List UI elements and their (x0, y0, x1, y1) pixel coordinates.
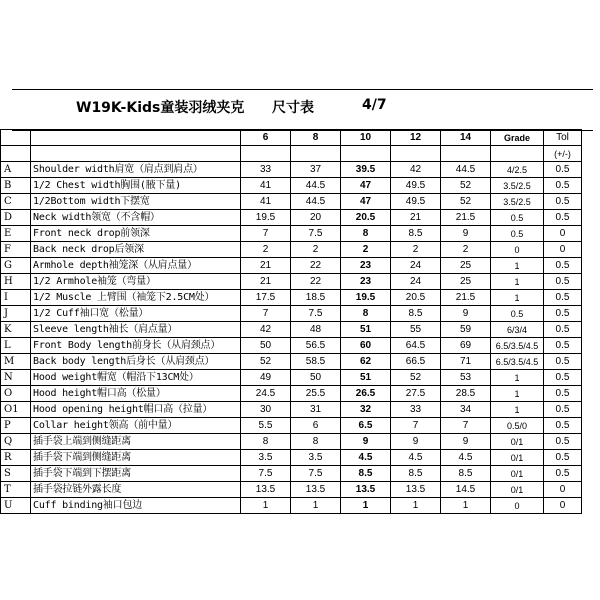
grade-value: 1 (491, 290, 544, 306)
size-value: 8.5 (391, 466, 441, 482)
size-value: 41 (241, 178, 291, 194)
tolerance-value: 0 (544, 226, 582, 242)
table-row (1, 306, 582, 322)
table-row (1, 178, 582, 194)
measurement-name: 1/2Bottom width下摆宽 (31, 194, 241, 210)
size-value: 21 (391, 210, 441, 226)
title-row (12, 89, 593, 131)
grade-value: 6.5/3.5/4.5 (491, 338, 544, 354)
row-code: E (1, 226, 31, 242)
size-value: 4.5 (391, 450, 441, 466)
size-value: 1 (241, 498, 291, 514)
tolerance-value: 0.5 (544, 322, 582, 338)
row-code: T (1, 482, 31, 498)
size-value: 33 (391, 402, 441, 418)
size-value: 7 (241, 306, 291, 322)
grade-value: 1 (491, 386, 544, 402)
measurement-name: 插手袋上端到侧缝距离 (31, 434, 241, 450)
size-value: 25 (441, 258, 491, 274)
header-code (1, 130, 31, 146)
table-row (1, 210, 582, 226)
size-value: 6.5 (341, 418, 391, 434)
size-value: 33 (241, 162, 291, 178)
header-blank-cell (441, 146, 491, 162)
table-row (1, 226, 582, 242)
page-number: 4/7 (362, 97, 387, 113)
size-value: 9 (391, 434, 441, 450)
grade-value: 1 (491, 370, 544, 386)
header-blank-cell (241, 146, 291, 162)
tolerance-value: 0.5 (544, 402, 582, 418)
size-value: 22 (291, 274, 341, 290)
table-row (1, 162, 582, 178)
tolerance-value: 0.5 (544, 450, 582, 466)
grade-value: 0/1 (491, 450, 544, 466)
grade-value: 0/1 (491, 482, 544, 498)
size-value: 24.5 (241, 386, 291, 402)
size-value: 24 (391, 274, 441, 290)
measurement-name: Front neck drop前领深 (31, 226, 241, 242)
table-row (1, 418, 582, 434)
grade-value: 0 (491, 242, 544, 258)
size-value: 21 (241, 258, 291, 274)
size-value: 20 (291, 210, 341, 226)
tolerance-value: 0.5 (544, 258, 582, 274)
header-size-10: 10 (341, 130, 391, 146)
size-value: 4.5 (341, 450, 391, 466)
row-code: U (1, 498, 31, 514)
size-value: 1 (391, 498, 441, 514)
size-value: 1 (291, 498, 341, 514)
measurement-name: 1/2 Muscle 上臂围（袖笼下2.5CM处） (31, 290, 241, 306)
size-value: 50 (241, 338, 291, 354)
size-value: 39.5 (341, 162, 391, 178)
grade-value: 1 (491, 402, 544, 418)
table-row (1, 498, 582, 514)
size-value: 60 (341, 338, 391, 354)
size-value: 9 (441, 434, 491, 450)
header-name (31, 130, 241, 146)
tolerance-value: 0.5 (544, 274, 582, 290)
size-value: 50 (291, 370, 341, 386)
table-row (1, 338, 582, 354)
measurement-name: Front Body length前身长（从肩颈点） (31, 338, 241, 354)
model-title: W19K-Kids童装羽绒夹克 (76, 100, 245, 116)
size-value: 62 (341, 354, 391, 370)
size-value: 1 (341, 498, 391, 514)
size-value: 19.5 (241, 210, 291, 226)
size-value: 4.5 (441, 450, 491, 466)
size-value: 53 (441, 370, 491, 386)
tolerance-value: 0 (544, 482, 582, 498)
header-blank-cell (1, 146, 31, 162)
row-code: Q (1, 434, 31, 450)
size-value: 47 (341, 178, 391, 194)
size-value: 2 (291, 242, 341, 258)
size-value: 49.5 (391, 178, 441, 194)
measurement-name: 插手袋下端到下摆距离 (31, 466, 241, 482)
size-value: 14.5 (441, 482, 491, 498)
row-code: J (1, 306, 31, 322)
row-code: C (1, 194, 31, 210)
tolerance-value: 0.5 (544, 354, 582, 370)
row-code: R (1, 450, 31, 466)
size-value: 71 (441, 354, 491, 370)
header-row (1, 130, 582, 146)
size-value: 7.5 (291, 306, 341, 322)
measurement-name: Sleeve length袖长（肩点量） (31, 322, 241, 338)
size-value: 20.5 (391, 290, 441, 306)
grade-value: 0.5 (491, 306, 544, 322)
size-value: 21.5 (441, 290, 491, 306)
size-value: 3.5 (291, 450, 341, 466)
header-blank-cell (291, 146, 341, 162)
grade-value: 0.5 (491, 226, 544, 242)
size-value: 28.5 (441, 386, 491, 402)
tolerance-value: 0.5 (544, 162, 582, 178)
measurement-name: Armhole depth袖笼深（从肩点量） (31, 258, 241, 274)
size-value: 44.5 (291, 194, 341, 210)
size-value: 8 (341, 306, 391, 322)
table-row (1, 290, 582, 306)
size-value: 26.5 (341, 386, 391, 402)
tolerance-value: 0.5 (544, 338, 582, 354)
size-value: 47 (341, 194, 391, 210)
size-value: 64.5 (391, 338, 441, 354)
measurement-name: Cuff binding袖口包边 (31, 498, 241, 514)
size-value: 9 (441, 306, 491, 322)
size-value: 7 (441, 418, 491, 434)
size-value: 8 (241, 434, 291, 450)
size-value: 56.5 (291, 338, 341, 354)
row-code: G (1, 258, 31, 274)
size-value: 66.5 (391, 354, 441, 370)
size-value: 27.5 (391, 386, 441, 402)
size-value: 8.5 (391, 306, 441, 322)
tolerance-value: 0 (544, 242, 582, 258)
size-value: 2 (441, 242, 491, 258)
size-value: 8 (291, 434, 341, 450)
header-size-14: 14 (441, 130, 491, 146)
size-value: 37 (291, 162, 341, 178)
chart-label: 尺寸表 (272, 100, 314, 116)
row-code: O (1, 386, 31, 402)
size-value: 13.5 (241, 482, 291, 498)
size-value: 7.5 (291, 226, 341, 242)
size-value: 30 (241, 402, 291, 418)
grade-value: 0/1 (491, 434, 544, 450)
grade-value: 0.5/0 (491, 418, 544, 434)
size-value: 7.5 (291, 466, 341, 482)
size-value: 3.5 (241, 450, 291, 466)
row-code: A (1, 162, 31, 178)
tolerance-value: 0.5 (544, 194, 582, 210)
size-chart-sheet (12, 89, 593, 131)
tolerance-value: 0.5 (544, 434, 582, 450)
size-value: 52 (391, 370, 441, 386)
grade-value: 0 (491, 498, 544, 514)
table-row (1, 370, 582, 386)
tolerance-value: 0.5 (544, 370, 582, 386)
measurement-name: Shoulder width肩宽（肩点到肩点） (31, 162, 241, 178)
tolerance-value: 0.5 (544, 178, 582, 194)
size-value: 1 (441, 498, 491, 514)
size-value: 58.5 (291, 354, 341, 370)
header-size-12: 12 (391, 130, 441, 146)
size-value: 44.5 (291, 178, 341, 194)
size-value: 24 (391, 258, 441, 274)
size-value: 20.5 (341, 210, 391, 226)
size-value: 13.5 (341, 482, 391, 498)
size-value: 31 (291, 402, 341, 418)
header-size-6: 6 (241, 130, 291, 146)
size-value: 13.5 (291, 482, 341, 498)
size-value: 17.5 (241, 290, 291, 306)
tolerance-value: 0.5 (544, 290, 582, 306)
size-value: 41 (241, 194, 291, 210)
size-value: 32 (341, 402, 391, 418)
size-table (0, 129, 582, 514)
size-value: 52 (241, 354, 291, 370)
table-row (1, 242, 582, 258)
size-value: 42 (391, 162, 441, 178)
size-value: 8.5 (441, 466, 491, 482)
grade-value: 1 (491, 258, 544, 274)
size-value: 49 (241, 370, 291, 386)
size-value: 48 (291, 322, 341, 338)
tolerance-value: 0.5 (544, 466, 582, 482)
size-value: 52 (441, 178, 491, 194)
size-value: 52 (441, 194, 491, 210)
tolerance-value: 0.5 (544, 210, 582, 226)
tolerance-value: 0 (544, 498, 582, 514)
tolerance-value: 0.5 (544, 386, 582, 402)
measurement-name: Hood weight帽宽（帽沿下13CM处） (31, 370, 241, 386)
table-row (1, 354, 582, 370)
size-value: 55 (391, 322, 441, 338)
row-code: H (1, 274, 31, 290)
row-code: I (1, 290, 31, 306)
size-value: 42 (241, 322, 291, 338)
size-value: 18.5 (291, 290, 341, 306)
tolerance-value: 0.5 (544, 306, 582, 322)
measurement-name: Back neck drop后领深 (31, 242, 241, 258)
size-value: 22 (291, 258, 341, 274)
header-blank-cell (491, 146, 544, 162)
size-value: 23 (341, 258, 391, 274)
row-code: O1 (1, 402, 31, 418)
size-value: 8.5 (391, 226, 441, 242)
header-blank-cell (341, 146, 391, 162)
measurement-name: Hood height帽口高（松量） (31, 386, 241, 402)
header-tol: Tol (544, 130, 582, 146)
row-code: N (1, 370, 31, 386)
header-blank-cell (391, 146, 441, 162)
table-row (1, 450, 582, 466)
row-code: B (1, 178, 31, 194)
row-code: P (1, 418, 31, 434)
size-value: 69 (441, 338, 491, 354)
measurement-name: 1/2 Armhole袖笼（弯量） (31, 274, 241, 290)
size-value: 6 (291, 418, 341, 434)
measurement-name: Hood opening height帽口高（拉量） (31, 402, 241, 418)
measurement-name: 1/2 Cuff袖口宽（松量） (31, 306, 241, 322)
size-value: 25 (441, 274, 491, 290)
grade-value: 6/3/4 (491, 322, 544, 338)
size-value: 2 (341, 242, 391, 258)
size-value: 25.5 (291, 386, 341, 402)
size-value: 51 (341, 370, 391, 386)
size-value: 34 (441, 402, 491, 418)
header-tol-sub: (+/-) (544, 146, 582, 162)
table-row (1, 258, 582, 274)
grade-value: 6.5/3.5/4.5 (491, 354, 544, 370)
table-row (1, 466, 582, 482)
size-value: 9 (341, 434, 391, 450)
size-value: 59 (441, 322, 491, 338)
size-value: 8 (341, 226, 391, 242)
size-value: 44.5 (441, 162, 491, 178)
grade-value: 3.5/2.5 (491, 194, 544, 210)
size-value: 19.5 (341, 290, 391, 306)
table-row (1, 402, 582, 418)
size-value: 21.5 (441, 210, 491, 226)
measurement-name: 插手袋拉链外露长度 (31, 482, 241, 498)
size-value: 7 (241, 226, 291, 242)
grade-value: 0.5 (491, 210, 544, 226)
size-value: 7 (391, 418, 441, 434)
size-value: 23 (341, 274, 391, 290)
measurement-name: Collar height领高（前中量） (31, 418, 241, 434)
header-grade: Grade (491, 130, 544, 146)
table-row (1, 322, 582, 338)
size-value: 13.5 (391, 482, 441, 498)
tolerance-value: 0.5 (544, 418, 582, 434)
table-row (1, 434, 582, 450)
grade-value: 4/2.5 (491, 162, 544, 178)
grade-value: 1 (491, 274, 544, 290)
header-row-2 (1, 146, 582, 162)
size-value: 51 (341, 322, 391, 338)
row-code: D (1, 210, 31, 226)
measurement-name: Neck width领宽（不含帽） (31, 210, 241, 226)
row-code: F (1, 242, 31, 258)
size-value: 2 (241, 242, 291, 258)
size-value: 5.5 (241, 418, 291, 434)
measurement-name: 1/2 Chest width胸围(腋下量) (31, 178, 241, 194)
row-code: L (1, 338, 31, 354)
row-code: M (1, 354, 31, 370)
header-blank-cell (31, 146, 241, 162)
header-size-8: 8 (291, 130, 341, 146)
table-row (1, 482, 582, 498)
size-value: 21 (241, 274, 291, 290)
table-row (1, 386, 582, 402)
row-code: K (1, 322, 31, 338)
measurement-name: 插手袋下端到侧缝距离 (31, 450, 241, 466)
row-code: S (1, 466, 31, 482)
size-value: 9 (441, 226, 491, 242)
size-value: 7.5 (241, 466, 291, 482)
grade-value: 0/1 (491, 466, 544, 482)
table-row (1, 194, 582, 210)
table-row (1, 274, 582, 290)
size-value: 8.5 (341, 466, 391, 482)
size-value: 2 (391, 242, 441, 258)
measurement-name: Back body length后身长（从肩颈点） (31, 354, 241, 370)
size-value: 49.5 (391, 194, 441, 210)
grade-value: 3.5/2.5 (491, 178, 544, 194)
